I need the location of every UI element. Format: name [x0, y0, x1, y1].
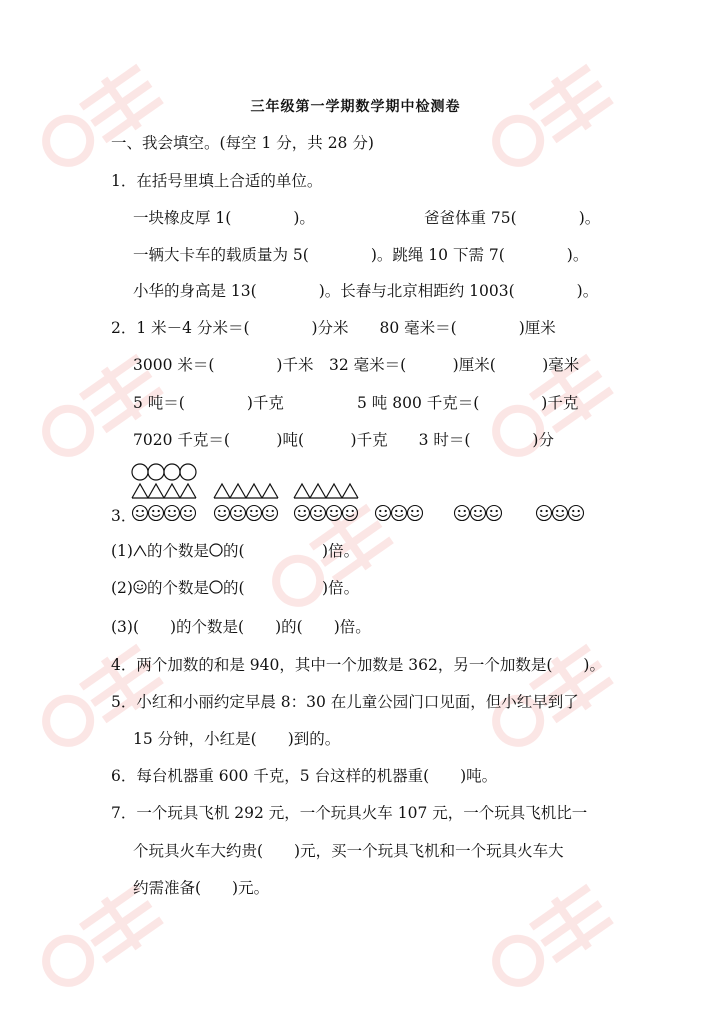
question-2e: 7020 千克＝( )吨( )千克 3 时＝( )分 — [133, 431, 554, 449]
question-3a-suffix: 的( )倍。 — [222, 542, 360, 560]
question-4: 4．两个加数的和是 940，其中一个加数是 362，另一个加数是( )。 — [111, 656, 605, 674]
figure-smiley — [455, 506, 470, 521]
figure-smiley — [471, 506, 486, 521]
figure-smiley — [392, 506, 407, 521]
figure-circle — [132, 464, 148, 480]
figure-smiley — [165, 506, 180, 521]
question-2b: 3000 米＝( )千米 32 毫米＝( )厘米( )毫米 — [133, 356, 580, 374]
figure-smiley — [343, 506, 358, 521]
question-2d: 5 吨 800 千克＝( )千克 — [357, 394, 579, 412]
page-title: 三年级第一学期数学期中检测卷 — [250, 99, 461, 115]
figure-triangle — [132, 484, 148, 498]
section-one-heading: 一、我会填空。(每空 1 分，共 28 分) — [111, 134, 374, 152]
question-2a: 2．1 米－4 分米＝( )分米 80 毫米＝( )厘米 — [111, 319, 556, 337]
question-3-figure — [130, 462, 610, 524]
triangle-icon — [133, 544, 147, 557]
figure-smiley — [408, 506, 423, 521]
figure-smiley — [263, 506, 278, 521]
question-3b-suffix: 的( )倍。 — [222, 579, 360, 597]
question-3b — [111, 578, 359, 598]
figure-circle — [164, 464, 180, 480]
figure-triangle — [310, 484, 326, 498]
question-1b: 爸爸体重 75( )。 — [424, 209, 601, 227]
question-3-number: 3． — [111, 507, 137, 525]
figure-smiley — [537, 506, 552, 521]
figure-smiley — [295, 506, 310, 521]
figure-smiley — [311, 506, 326, 521]
figure-smiley — [487, 506, 502, 521]
question-1d: 小华的身高是 13( )。长春与北京相距约 1003( )。 — [133, 282, 599, 300]
question-7c: 约需准备( )元。 — [133, 879, 270, 897]
question-3a-mid: 的个数是 — [146, 542, 209, 560]
figure-triangle — [262, 484, 278, 498]
figure-circle — [148, 464, 164, 480]
question-7a: 7．一个玩具飞机 292 元，一个玩具火车 107 元，一个玩具飞机比一 — [111, 804, 588, 822]
figure-smiley — [569, 506, 584, 521]
question-5b: 15 分钟，小红是( )到的。 — [133, 730, 341, 748]
watermark-logo — [470, 860, 640, 1010]
figure-triangle — [214, 484, 230, 498]
shapes-figure-svg — [130, 462, 610, 524]
figure-smiley — [181, 506, 196, 521]
figure-circle — [180, 464, 196, 480]
question-5a: 5．小红和小丽约定早晨 8：30 在儿童公园门口见面，但小红早到了 — [111, 693, 579, 711]
question-1: 1．在括号里填上合适的单位。 — [111, 172, 323, 190]
figure-smiley — [149, 506, 164, 521]
question-3b-mid: 的个数是 — [146, 579, 209, 597]
question-6: 6．每台机器重 600 千克，5 台这样的机器重( )吨。 — [111, 767, 498, 785]
question-1a: 一块橡皮厚 1( )。 — [133, 209, 315, 227]
figure-triangle — [342, 484, 358, 498]
figure-triangle — [180, 484, 196, 498]
figure-smiley — [327, 506, 342, 521]
figure-triangle — [246, 484, 262, 498]
question-1c: 一辆大卡车的载质量为 5( )。跳绳 10 下需 7( )。 — [133, 246, 589, 264]
figure-smiley — [553, 506, 568, 521]
figure-smiley — [247, 506, 262, 521]
figure-smiley — [231, 506, 246, 521]
figure-triangle — [294, 484, 310, 498]
question-3a — [111, 541, 359, 561]
figure-triangle — [230, 484, 246, 498]
question-3a-prefix: (1) — [111, 542, 133, 560]
figure-triangle — [326, 484, 342, 498]
question-3c: (3)( )的个数是( )的( )倍。 — [111, 618, 371, 636]
smiley-icon — [133, 580, 147, 594]
circle-icon — [209, 580, 223, 594]
figure-triangle — [164, 484, 180, 498]
question-7b: 个玩具火车大约贵( )元，买一个玩具飞机和一个玩具火车大 — [133, 842, 564, 860]
figure-triangle — [148, 484, 164, 498]
question-2c: 5 吨＝( )千克 — [133, 394, 284, 412]
circle-icon — [209, 543, 223, 557]
question-3b-prefix: (2) — [111, 579, 133, 597]
figure-smiley — [376, 506, 391, 521]
figure-smiley — [215, 506, 230, 521]
figure-smiley — [133, 506, 148, 521]
